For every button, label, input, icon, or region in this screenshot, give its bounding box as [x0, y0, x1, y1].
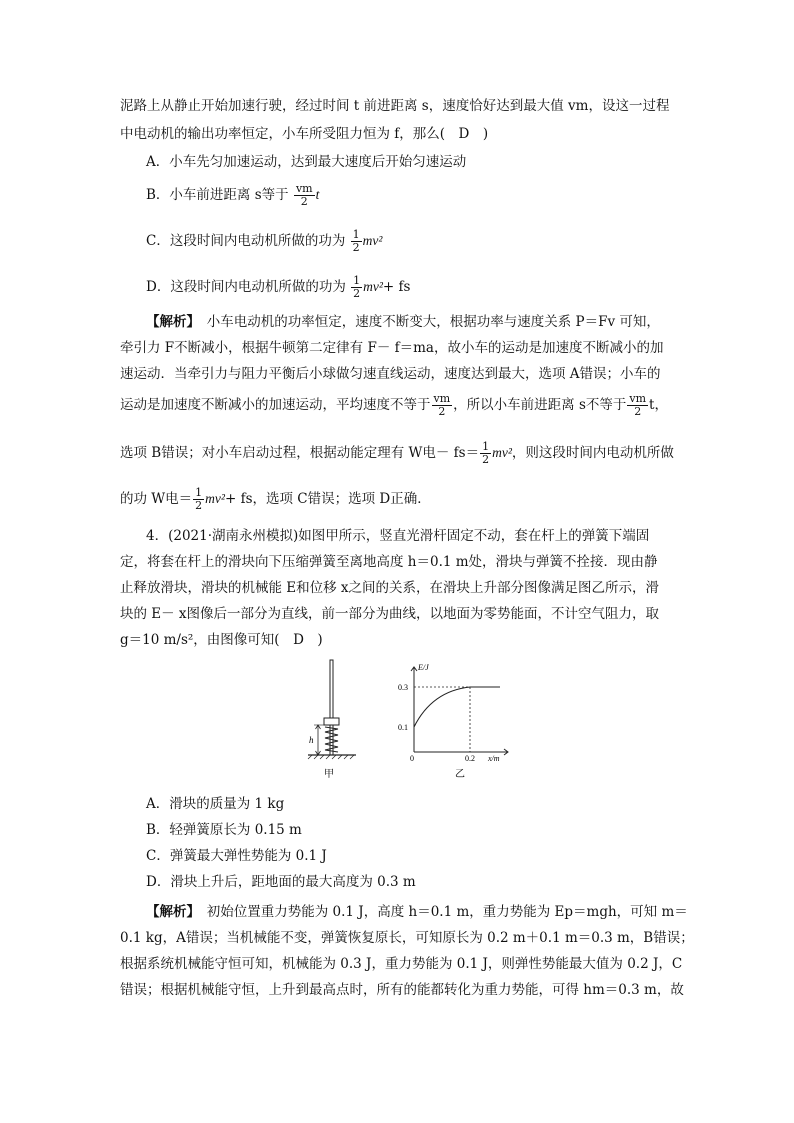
y-tick-0.3: 0.3 — [398, 683, 408, 692]
vertical-rod — [330, 660, 333, 755]
x-axis-label: x/m — [488, 754, 500, 763]
a4-line-1: 【解析】 初始位置重力势能为 0.1 J，高度 h＝0.1 m，重力势能为 Ep＝mgh，可知 m＝ — [146, 904, 688, 920]
time-symbol: t — [315, 187, 320, 202]
apparatus-diagram — [308, 660, 356, 780]
a4-line-3: 根据系统机械能守恒可知，机械能为 0.3 J，重力势能为 0.1 J，则弹性势能最大值为 0.2 J，C — [120, 956, 683, 972]
a3-line-2: 牵引力 F不断减小，根据牛顿第二定律有 F－ f＝ma，故小车的运动是加速度不断减小的加 — [120, 340, 664, 356]
fraction-vm-over-2: $\frac{vm}{2}$ — [295, 182, 313, 208]
q4-line-1: 4．(2021·湖南永州模拟)如图甲所示，竖直光滑杆固定不动，套在杆上的弹簧下端固 — [146, 528, 650, 544]
q3-option-d — [146, 274, 702, 300]
q4-option-c: C．弹簧最大弹性势能为 0.1 J — [146, 848, 327, 864]
kinetic-term: mv² — [363, 279, 383, 294]
slider-block — [324, 718, 339, 725]
figure-caption-right: 乙 — [455, 769, 465, 780]
q4-option-a: A．滑块的质量为 1 kg — [146, 796, 285, 812]
fraction-vm-over-2: $\frac{vm}{2}$ — [629, 392, 647, 418]
q3-line-1: 泥路上从静止开始加速行驶，经过时间 t 前进距离 s，速度恰好达到最大值 vm，设这一过程 — [120, 98, 670, 114]
y-tick-0.1: 0.1 — [398, 723, 408, 732]
q3-option-c-text: C．这段时间内电动机所做的功为 — [146, 233, 346, 249]
y-axis-label: E/J — [418, 663, 429, 672]
q4-option-b: B．轻弹簧原长为 0.15 m — [146, 822, 302, 838]
q3-line-2: 中电动机的输出功率恒定，小车所受阻力恒为 f，那么( D ) — [120, 126, 489, 142]
fraction-vm-over-2: $\frac{vm}{2}$ — [433, 392, 451, 418]
analysis-tag: 【解析】 — [146, 314, 194, 330]
energy-displacement-graph — [398, 663, 508, 780]
q3-option-b-text: B．小车前进距离 s等于 — [146, 187, 289, 203]
q3-option-d-suffix: + fs — [382, 279, 411, 295]
q3-option-d-text: D．这段时间内电动机所做的功为 — [146, 279, 346, 295]
q3-option-b — [146, 182, 702, 208]
fraction-one-half: $\frac{1}{2}$ — [482, 440, 490, 466]
a4-line-4: 错误；根据机械能守恒，上升到最高点时，所有的能都转化为重力势能，可得 hm＝0.3 m，故 — [120, 982, 684, 998]
x-tick-0.2: 0.2 — [465, 754, 475, 763]
a3-line-6: 的功 W电＝ $\frac{1}{2}$ mv²+ fs，选项 C错误；选项 D正确． — [120, 486, 431, 512]
q4-line-5: g＝10 m/s²，由图像可知( D ) — [120, 632, 323, 648]
fraction-one-half: $\frac{1}{2}$ — [353, 274, 361, 300]
origin-label: 0 — [410, 754, 414, 763]
a4-line-2: 0.1 kg，A错误；当机械能不变，弹簧恢复原长，可知原长为 0.2 m＋0.1 m＝0.3 m，B错误； — [120, 930, 694, 946]
kinetic-term: mv² — [362, 233, 383, 248]
a3-line-3: 速运动．当牵引力与阻力平衡后小球做匀速直线运动，速度达到最大，选项 A错误；小车的 — [120, 366, 661, 382]
figure-spring-and-graph — [300, 655, 520, 790]
q4-line-2: 定，将套在杆上的滑块向下压缩弹簧至离地高度 h＝0.1 m处，滑块与弹簧不拴接．现由静 — [120, 554, 658, 570]
figure-svg — [300, 655, 520, 790]
curve-segment — [414, 687, 470, 727]
q4-line-3: 止释放滑块，滑块的机械能 E和位移 x之间的关系，在滑块上升部分图像满足图乙所示，滑 — [120, 580, 660, 596]
analysis-tag: 【解析】 — [146, 904, 194, 920]
q4-option-d: D．滑块上升后，距地面的最大高度为 0.3 m — [146, 874, 416, 890]
figure-caption-left: 甲 — [324, 769, 334, 780]
a3-line-1: 【解析】 小车电动机的功率恒定，速度不断变大，根据功率与速度关系 P＝Fv 可知， — [146, 314, 660, 330]
spring-coil — [325, 727, 338, 752]
height-label: h — [309, 735, 314, 745]
a3-line-4: 运动是加速度不断减小的加速运动，平均速度不等于 $\frac{vm}{2}$ ，所以小车前进距离 s不等于 $\frac{vm}{2}$ t， — [120, 392, 668, 418]
fraction-one-half: $\frac{1}{2}$ — [195, 486, 203, 512]
q3-option-c — [146, 228, 702, 254]
q4-line-4: 块的 E－ x图像后一部分为直线，前一部分为曲线，以地面为零势能面，不计空气阻力，取 — [120, 606, 660, 622]
q3-option-a: A．小车先匀加速运动，达到最大速度后开始匀速运动 — [146, 154, 467, 170]
a3-line-5: 选项 B错误；对小车启动过程，根据动能定理有 W电－ fs＝ $\frac{1}{2}$ mv²，则这段时间内电动机所做 — [120, 440, 674, 466]
fraction-one-half: $\frac{1}{2}$ — [352, 228, 360, 254]
